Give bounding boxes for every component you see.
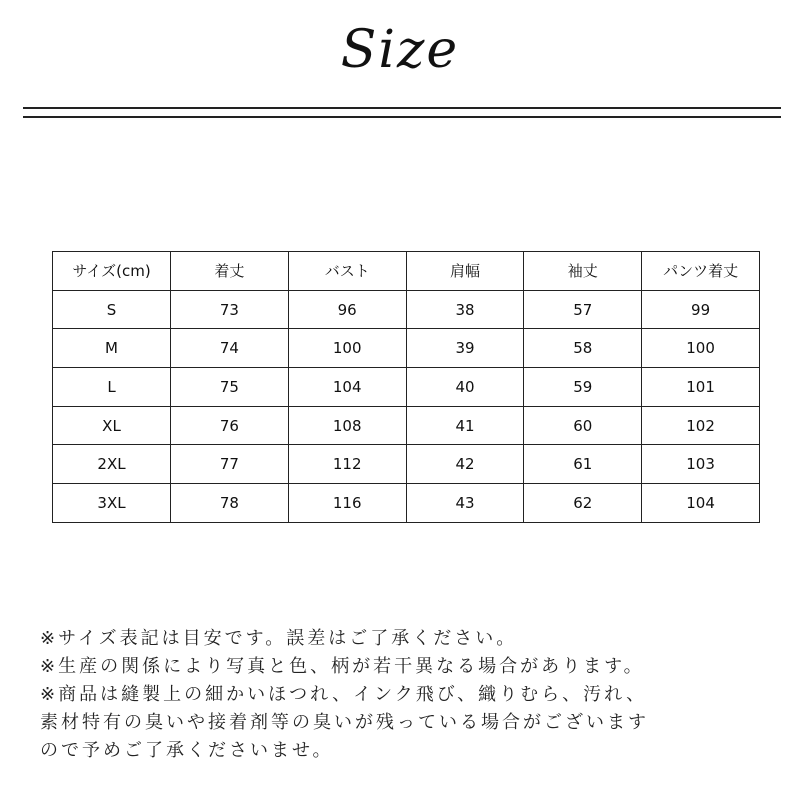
table-cell: 40 — [406, 368, 524, 407]
table-cell: 75 — [171, 368, 289, 407]
table-cell: M — [53, 329, 171, 368]
table-cell: 76 — [171, 406, 289, 445]
table-cell: 77 — [171, 445, 289, 484]
header-cell-sleeve: 袖丈 — [524, 252, 642, 291]
header-cell-bust: バスト — [288, 252, 406, 291]
table-cell: 100 — [288, 329, 406, 368]
header-cell-shoulder: 肩幅 — [406, 252, 524, 291]
table-cell: 116 — [288, 484, 406, 523]
table-row — [53, 329, 760, 368]
table-row — [53, 368, 760, 407]
table-cell: 43 — [406, 484, 524, 523]
table-row — [53, 290, 760, 329]
table-cell: 74 — [171, 329, 289, 368]
table-cell: 103 — [642, 445, 760, 484]
note-line: ※サイズ表記は目安です。誤差はご了承ください。 — [40, 628, 518, 649]
note-line: 素材特有の臭いや接着剤等の臭いが残っている場合がございます — [40, 712, 649, 733]
header-cell-length: 着丈 — [171, 252, 289, 291]
note-line: ※商品は縫製上の細かいほつれ、インク飛び、織りむら、汚れ、 — [40, 684, 648, 705]
size-table — [52, 251, 760, 523]
table-cell: 99 — [642, 290, 760, 329]
table-row — [53, 445, 760, 484]
table-cell: 101 — [642, 368, 760, 407]
table-cell: 39 — [406, 329, 524, 368]
note-line: ので予めご了承くださいませ。 — [40, 740, 334, 761]
table-cell: 104 — [288, 368, 406, 407]
table-cell: 41 — [406, 406, 524, 445]
table-cell: 102 — [642, 406, 760, 445]
table-row — [53, 406, 760, 445]
note-line: ※生産の関係により写真と色、柄が若干異なる場合があります。 — [40, 656, 645, 677]
table-cell: 78 — [171, 484, 289, 523]
table-cell: 104 — [642, 484, 760, 523]
table-cell: 59 — [524, 368, 642, 407]
table-cell: 58 — [524, 329, 642, 368]
table-cell: 57 — [524, 290, 642, 329]
table-cell: 73 — [171, 290, 289, 329]
table-cell: 60 — [524, 406, 642, 445]
disclaimer-notes — [40, 625, 790, 765]
table-cell: 42 — [406, 445, 524, 484]
divider-line-bottom — [23, 116, 781, 118]
table-cell: 2XL — [53, 445, 171, 484]
table-cell: 3XL — [53, 484, 171, 523]
table-cell: 61 — [524, 445, 642, 484]
header-cell-size: サイズ(cm) — [53, 252, 171, 291]
table-cell: 62 — [524, 484, 642, 523]
table-cell: 100 — [642, 329, 760, 368]
table-cell: S — [53, 290, 171, 329]
page-title: Size — [340, 20, 460, 80]
table-cell: 96 — [288, 290, 406, 329]
divider-line-top — [23, 107, 781, 109]
table-row — [53, 484, 760, 523]
table-cell: 112 — [288, 445, 406, 484]
table-cell: XL — [53, 406, 171, 445]
header-cell-pants-length: パンツ着丈 — [642, 252, 760, 291]
table-cell: L — [53, 368, 171, 407]
table-cell: 38 — [406, 290, 524, 329]
table-cell: 108 — [288, 406, 406, 445]
table-header-row — [53, 252, 760, 291]
